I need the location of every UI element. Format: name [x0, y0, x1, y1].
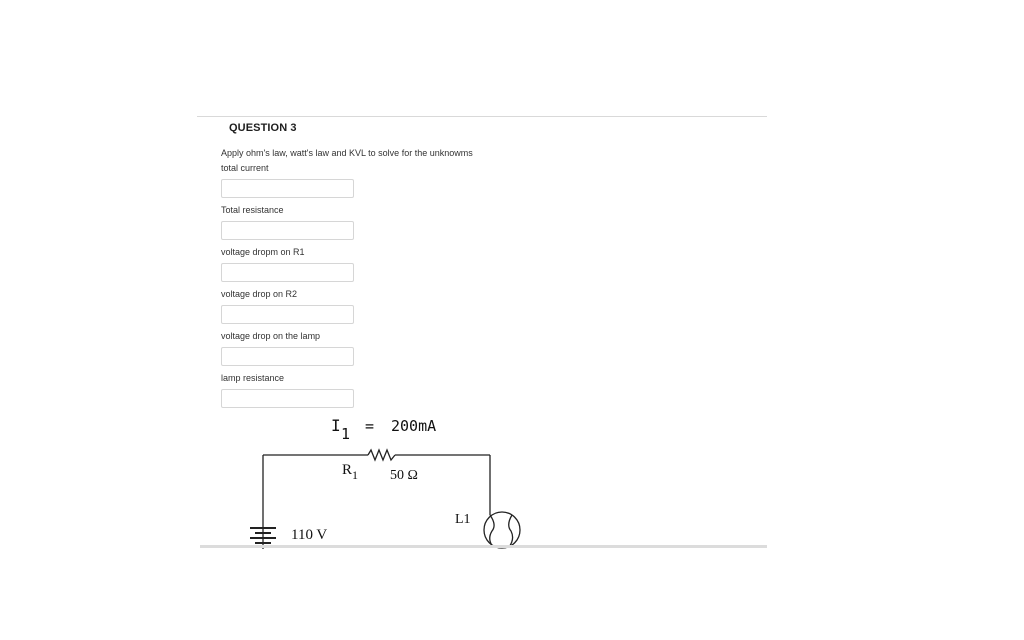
circuit-diagram: [197, 117, 767, 549]
question-panel: [197, 116, 767, 549]
question-title: QUESTION 3: [229, 122, 297, 134]
total-resistance-label: Total resistance: [221, 205, 284, 215]
total-current-label: total current: [221, 163, 269, 173]
current-symbol: I: [331, 416, 341, 435]
current-value: 200mA: [391, 417, 437, 435]
current-subscript: 1: [341, 425, 351, 443]
resistor-icon: [368, 450, 395, 460]
resistor-value: 50 Ω: [390, 468, 418, 483]
lamp-icon: [484, 512, 520, 548]
lamp-label: L1: [455, 512, 471, 527]
question-instruction: Apply ohm's law, watt's law and KVL to solve for the unknowms: [221, 148, 473, 158]
source-voltage-label: 110 V: [291, 527, 328, 543]
resistor-subscript: 1: [352, 468, 358, 482]
voltage-drop-lamp-label: voltage drop on the lamp: [221, 331, 321, 341]
bottom-divider: [200, 545, 767, 548]
voltage-drop-r1-label: voltage dropm on R1: [221, 247, 305, 257]
resistor-symbol: R: [342, 462, 353, 478]
current-equals: =: [365, 417, 375, 435]
lamp-resistance-label: lamp resistance: [221, 373, 285, 383]
voltage-drop-r2-label: voltage drop on R2: [221, 289, 298, 299]
